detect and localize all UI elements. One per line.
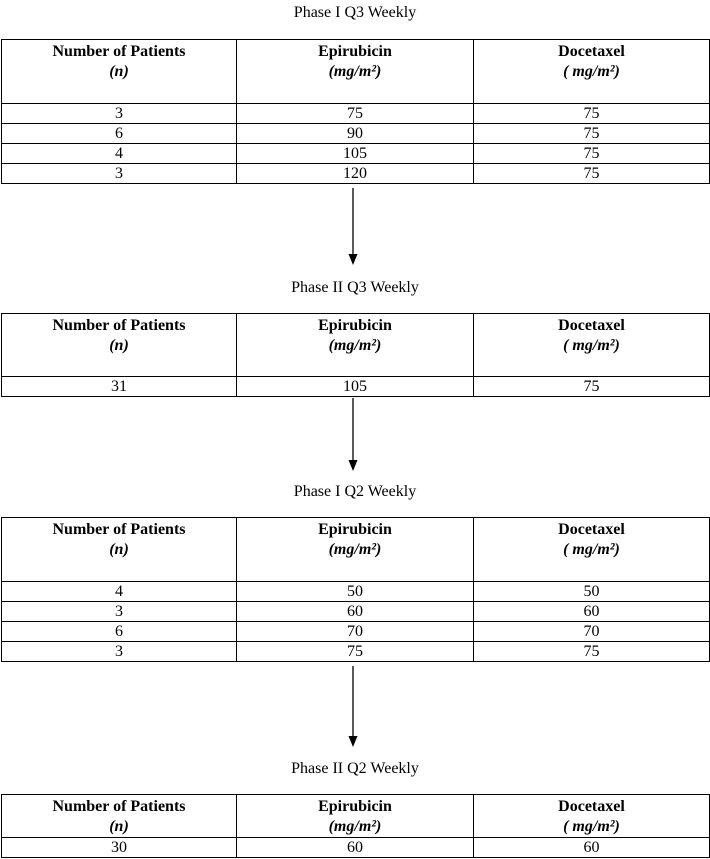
patients-cell: 6 [2,622,237,642]
phase-1-table [1,39,710,184]
patients-header: Number of Patients (n) [2,314,237,377]
docetaxel-cell: 75 [474,144,710,164]
epirubicin-cell: 105 [237,377,474,397]
flow-arrow-icon [347,666,359,748]
patients-cell: 6 [2,124,237,144]
patients-cell: 3 [2,104,237,124]
docetaxel-header: Docetaxel ( mg/m²) [474,518,710,582]
docetaxel-cell: 75 [474,104,710,124]
epirubicin-cell: 120 [237,164,474,184]
epirubicin-cell: 60 [237,838,474,858]
patients-cell: 30 [2,838,237,858]
table-row [2,838,710,858]
phase-4-title: Phase II Q2 Weekly [291,760,419,777]
docetaxel-cell: 75 [474,642,710,662]
patients-header: Number of Patients (n) [2,795,237,838]
epirubicin-cell: 105 [237,144,474,164]
patients-cell: 3 [2,642,237,662]
docetaxel-header: Docetaxel ( mg/m²) [474,40,710,104]
docetaxel-cell: 70 [474,622,710,642]
docetaxel-cell: 75 [474,377,710,397]
patients-cell: 4 [2,582,237,602]
table-row [2,642,710,662]
patients-cell: 3 [2,164,237,184]
table-row [2,602,710,622]
docetaxel-cell: 60 [474,838,710,858]
docetaxel-cell: 75 [474,164,710,184]
phase-2-title: Phase II Q3 Weekly [291,279,419,296]
table-row [2,164,710,184]
phase-3-title: Phase I Q2 Weekly [293,483,417,500]
epirubicin-header: Epirubicin (mg/m²) [237,314,474,377]
patients-cell: 4 [2,144,237,164]
table-header-row [2,795,710,838]
patients-header: Number of Patients (n) [2,518,237,582]
docetaxel-header: Docetaxel ( mg/m²) [474,795,710,838]
table-header-row [2,518,710,582]
docetaxel-cell: 75 [474,124,710,144]
patients-cell: 31 [2,377,237,397]
epirubicin-cell: 60 [237,602,474,622]
flow-arrow-icon [347,398,359,472]
table-row [2,104,710,124]
docetaxel-cell: 50 [474,582,710,602]
table-row [2,124,710,144]
flow-arrow-icon [347,188,359,266]
epirubicin-cell: 75 [237,104,474,124]
epirubicin-header: Epirubicin (mg/m²) [237,795,474,838]
docetaxel-header: Docetaxel ( mg/m²) [474,314,710,377]
table-header-row [2,40,710,104]
epirubicin-cell: 70 [237,622,474,642]
table-row [2,377,710,397]
table-header-row [2,314,710,377]
patients-header: Number of Patients (n) [2,40,237,104]
epirubicin-cell: 50 [237,582,474,602]
epirubicin-cell: 75 [237,642,474,662]
table-row [2,622,710,642]
phase-2-table [1,313,710,397]
phase-4-table [1,794,710,858]
table-row [2,144,710,164]
phase-3-table [1,517,710,662]
epirubicin-header: Epirubicin (mg/m²) [237,40,474,104]
phase-1-title: Phase I Q3 Weekly [293,4,417,21]
epirubicin-cell: 90 [237,124,474,144]
patients-cell: 3 [2,602,237,622]
epirubicin-header: Epirubicin (mg/m²) [237,518,474,582]
docetaxel-cell: 60 [474,602,710,622]
table-row [2,582,710,602]
